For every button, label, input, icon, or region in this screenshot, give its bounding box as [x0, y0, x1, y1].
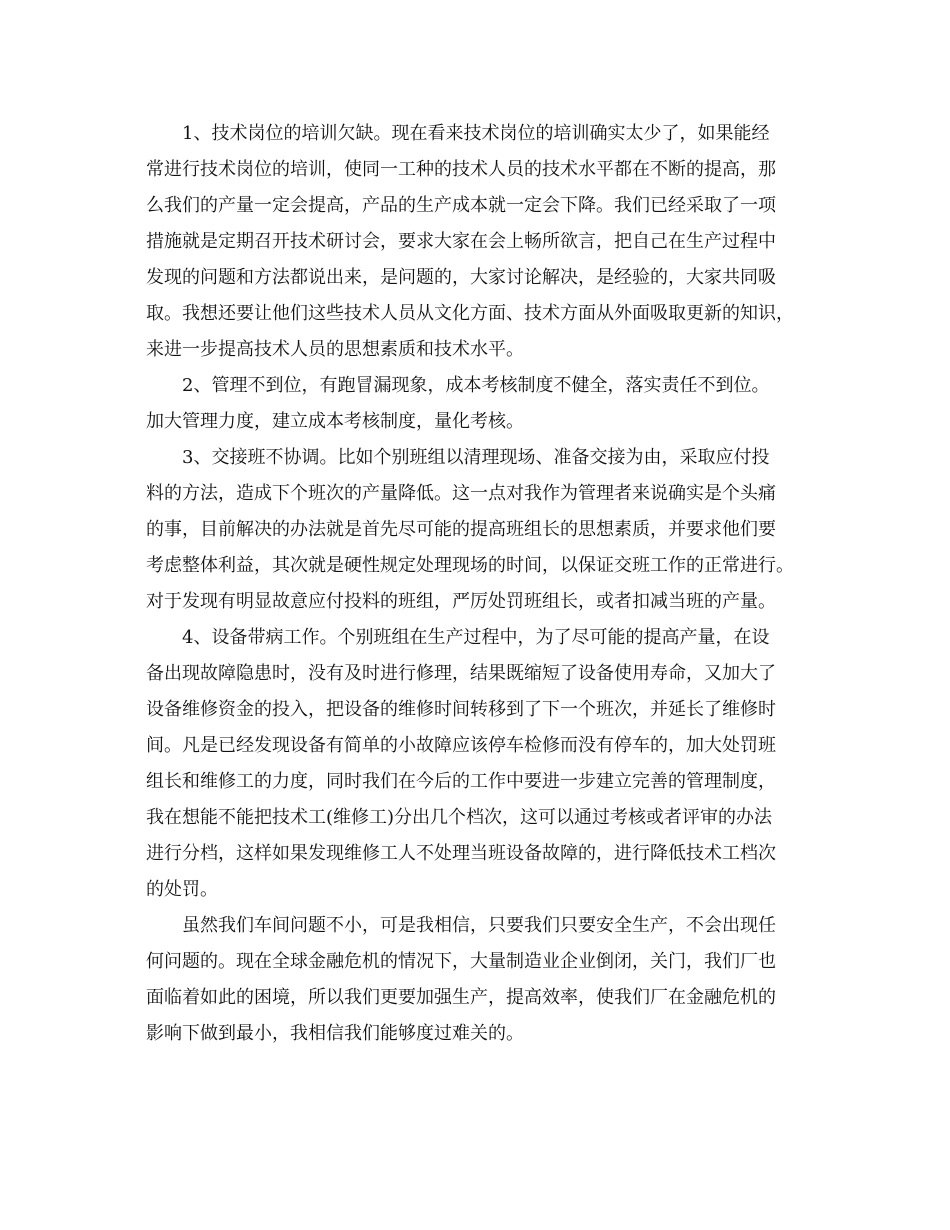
text-line: 常进行技术岗位的培训，使同一工种的技术人员的技术水平都在不断的提高，那	[146, 159, 776, 180]
text-line: 备出现故障隐患时，没有及时进行修理，结果既缩短了设备使用寿命，又加大了	[146, 663, 776, 684]
text-line: 的事，目前解决的办法就是首先尽可能的提高班组长的思想素质，并要求他们要	[146, 519, 776, 540]
text-line: 发现的问题和方法都说出来，是问题的，大家讨论解决，是经验的，大家共同吸	[146, 267, 776, 288]
text-line: 3、交接班不协调。比如个别班组以清理现场、准备交接为由，采取应付投	[182, 447, 770, 468]
text-line: 料的方法，造成下个班次的产量降低。这一点对我作为管理者来说确实是个头痛	[146, 483, 776, 504]
text-line: 对于发现有明显故意应付投料的班组，严厉处罚班组长，或者扣减当班的产量。	[146, 591, 776, 612]
text-line: 么我们的产量一定会提高，产品的生产成本就一定会下降。我们已经采取了一项	[146, 195, 776, 216]
text-line: 组长和维修工的力度，同时我们在今后的工作中要进一步建立完善的管理制度，	[146, 771, 776, 792]
text-line: 加大管理力度，建立成本考核制度，量化考核。	[146, 411, 524, 432]
text-line: 间。凡是已经发现设备有简单的小故障应该停车检修而没有停车的，加大处罚班	[146, 735, 776, 756]
text-line: 取。我想还要让他们这些技术人员从文化方面、技术方面从外面吸取更新的知识，	[146, 303, 794, 324]
text-line: 影响下做到最小，我相信我们能够度过难关的。	[146, 1023, 524, 1044]
text-line: 虽然我们车间问题不小，可是我相信，只要我们只要安全生产，不会出现任	[182, 915, 776, 936]
document-body	[146, 116, 814, 1052]
text-line: 措施就是定期召开技术研讨会，要求大家在会上畅所欲言，把自己在生产过程中	[146, 231, 776, 252]
text-line: 何问题的。现在全球金融危机的情况下，大量制造业企业倒闭，关门，我们厂也	[146, 951, 776, 972]
text-line: 4、设备带病工作。个别班组在生产过程中，为了尽可能的提高产量，在设	[182, 627, 770, 648]
text-line: 2、管理不到位，有跑冒漏现象，成本考核制度不健全，落实责任不到位。	[182, 375, 770, 396]
text-line: 进行分档，这样如果发现维修工人不处理当班设备故障的，进行降低技术工档次	[146, 843, 776, 864]
text-line: 1、技术岗位的培训欠缺。现在看来技术岗位的培训确实太少了，如果能经	[182, 123, 770, 144]
text-line: 我在想能不能把技术工(维修工)分出几个档次，这可以通过考核或者评审的办法	[146, 807, 773, 828]
text-line: 设备维修资金的投入，把设备的维修时间转移到了下一个班次，并延长了维修时	[146, 699, 776, 720]
text-line: 面临着如此的困境，所以我们更要加强生产，提高效率，使我们厂在金融危机的	[146, 987, 776, 1008]
text-line: 考虑整体利益，其次就是硬性规定处理现场的时间，以保证交班工作的正常进行。	[146, 555, 794, 576]
text-line: 来进一步提高技术人员的思想素质和技术水平。	[146, 339, 524, 360]
text-line: 的处罚。	[146, 879, 218, 900]
